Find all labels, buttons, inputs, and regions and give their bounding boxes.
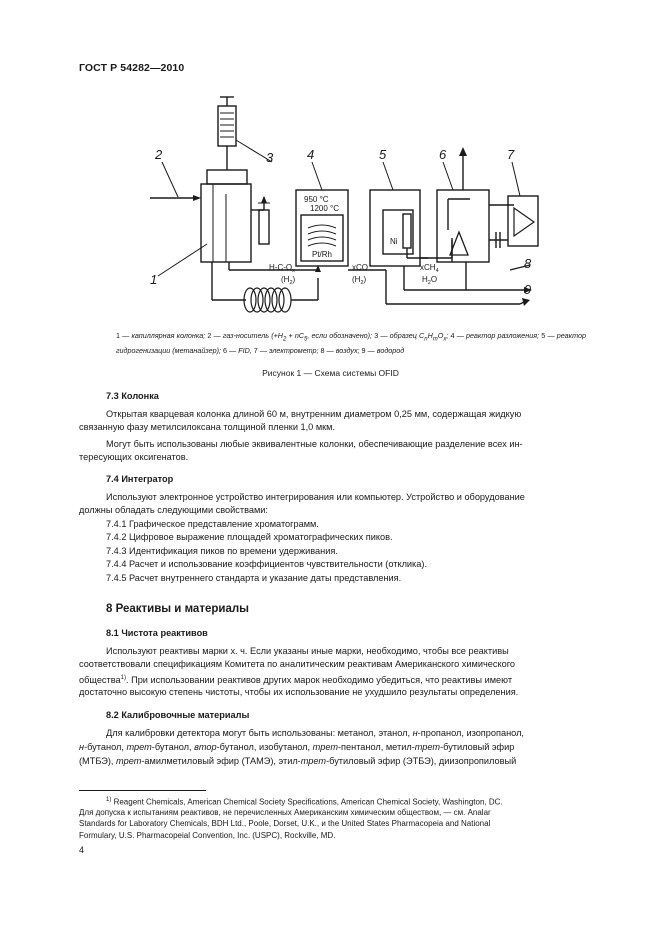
split-valve [259,210,269,244]
footnote-line1: $^{1)}$ Reagent Chemicals, American Chemical Society Specifications, American Chemical Society, Washington, DC. [106,797,503,807]
section-8-2-title: 8.2 Калибровочные материалы [106,710,250,720]
section-8-1-title: 8.1 Чистота реактивов [106,628,208,638]
s82-line1: Для калибровки детектора могут быть использованы: метанол, этанол, н-пропанол, изопропанол, [106,728,524,738]
s81-line4: достаточно высокую степень чистоты, чтобы их использование не ухудшило результаты определения. [79,687,519,697]
flow-ch4: хСН$_4$ [420,263,439,274]
footnote-line2: Для допуска к испытаниям реактивов, не перечисленных Американским химическим обществом, — см. Analar [79,808,491,817]
page-number: 4 [79,845,85,855]
callout-2: 2 [155,147,163,162]
callout-3: 3 [266,150,274,165]
list-item: 7.4.2 Цифровое выражение площадей хроматографических пиков. [106,532,393,542]
fid-detector [437,190,489,262]
s81-line1: Используют реактивы марки х. ч. Если указаны иные марки, необходимо, чтобы все реактивы [106,646,509,656]
flow-co: xCO [352,263,368,272]
flow-co-h2: $(Н_2)$ [352,275,367,286]
s73-p1-line1: Открытая кварцевая колонка длиной 60 м, внутренним диаметром 0,25 мм, содержащая жидкую [106,409,522,419]
injector-block [207,170,247,184]
footnote-line4: Formulary, U.S. Pharmacopeial Convention, Inc. (USPC), Rockville, MD. [79,831,336,840]
pyro-temp-2: 1200 °С [310,204,339,213]
flow-hco: $Н-С-О_х$ [269,263,295,274]
section-8-title: 8 Реактивы и материалы [106,603,249,615]
s81-line3: общества$^{1)}$. При использовании реактивов других марок необходимо убедиться, что реактивы имеют [79,675,513,686]
list-item: 7.4.1 Графическое представление хроматограмм. [106,519,319,529]
callout-4: 4 [307,147,315,162]
callout-9: 9 [524,282,532,297]
list-item: 7.4.5 Расчет внутреннего стандарта и указание даты представления. [106,573,402,583]
list-item: 7.4.3 Идентификация пиков по времени удерживания. [106,546,338,556]
callout-7: 7 [507,147,515,162]
pyro-temp-1: 950 °С [304,195,329,204]
flow-h2o: $Н_2О$ [422,275,438,286]
figure-caption: Рисунок 1 — Схема системы OFID [262,368,399,378]
callout-5: 5 [379,147,387,162]
syringe-icon [218,97,236,170]
page-header: ГОСТ Р 54282—2010 [79,62,185,74]
s82-line3: (МТБЭ), трет-амилметиловый эфир (ТАМЭ), этил-трет-бутиловый эфир (ЭТБЭ), диизопропиловый [79,756,517,766]
callout-8: 8 [524,256,532,271]
footnote-divider [79,790,206,791]
column-coil [244,288,291,312]
list-item: 7.4.4 Расчет и использование коэффициентов чувствительности (отклика). [106,559,428,569]
s82-line2: н-бутанол, трет-бутанол, втор-бутанол, изобутанол, трет-пентанол, метил-трет-бутиловый эфир [79,742,515,752]
arrow-right-icon [193,195,201,201]
footnote-ref[interactable]: 1) [120,675,126,681]
reactor-label: Ni [390,237,398,246]
s73-p1-line2: связанную фазу метилсилоксана толщиной пленки 1,0 мкм. [79,422,336,432]
footnote-line3: Standards for Laboratory Chemicals, BDH Ltd., Poole, Dorset, U.K., и the United States Pharmacopeia and National [79,819,491,828]
section-7-4-title: 7.4 Интегратор [106,474,174,484]
flow-h2: $(Н_2)$ [281,275,296,286]
figure-legend: 1 — капиллярная колонка; 2 — газ-носитель ($+Н_2 + nC_5$, если обозначено); 3 — образец $С_nН_mО_x$; 4 — реактор разложения; 5 — реактор гидрогенизации (метанайзер); 6 — FID, 7 — электрометр; 8 — воздух; 9 — водород [116,331,587,356]
callout-6: 6 [439,147,447,162]
arrow-up-icon [459,147,467,156]
s74-p1-line1: Используют электронное устройство интегрирования или компьютер. Устройство и оборудование [106,492,525,502]
section-7-3-title: 7.3 Колонка [106,391,159,401]
s73-p2-line1: Могут быть использованы любые эквивалентные колонки, обеспечивающие разделение всех ин- [106,439,523,449]
callout-1: 1 [150,272,158,287]
s81-line2: соответствовали спецификациям Комитета по аналитическим реактивам Американского химического [79,659,515,669]
ofid-system-diagram [0,0,661,330]
s73-p2-line2: тересующих оксигенатов. [79,452,189,462]
pyro-material: Pt/Rh [312,250,333,259]
s74-p1-line2: должны обладать следующими свойствами: [79,505,268,515]
